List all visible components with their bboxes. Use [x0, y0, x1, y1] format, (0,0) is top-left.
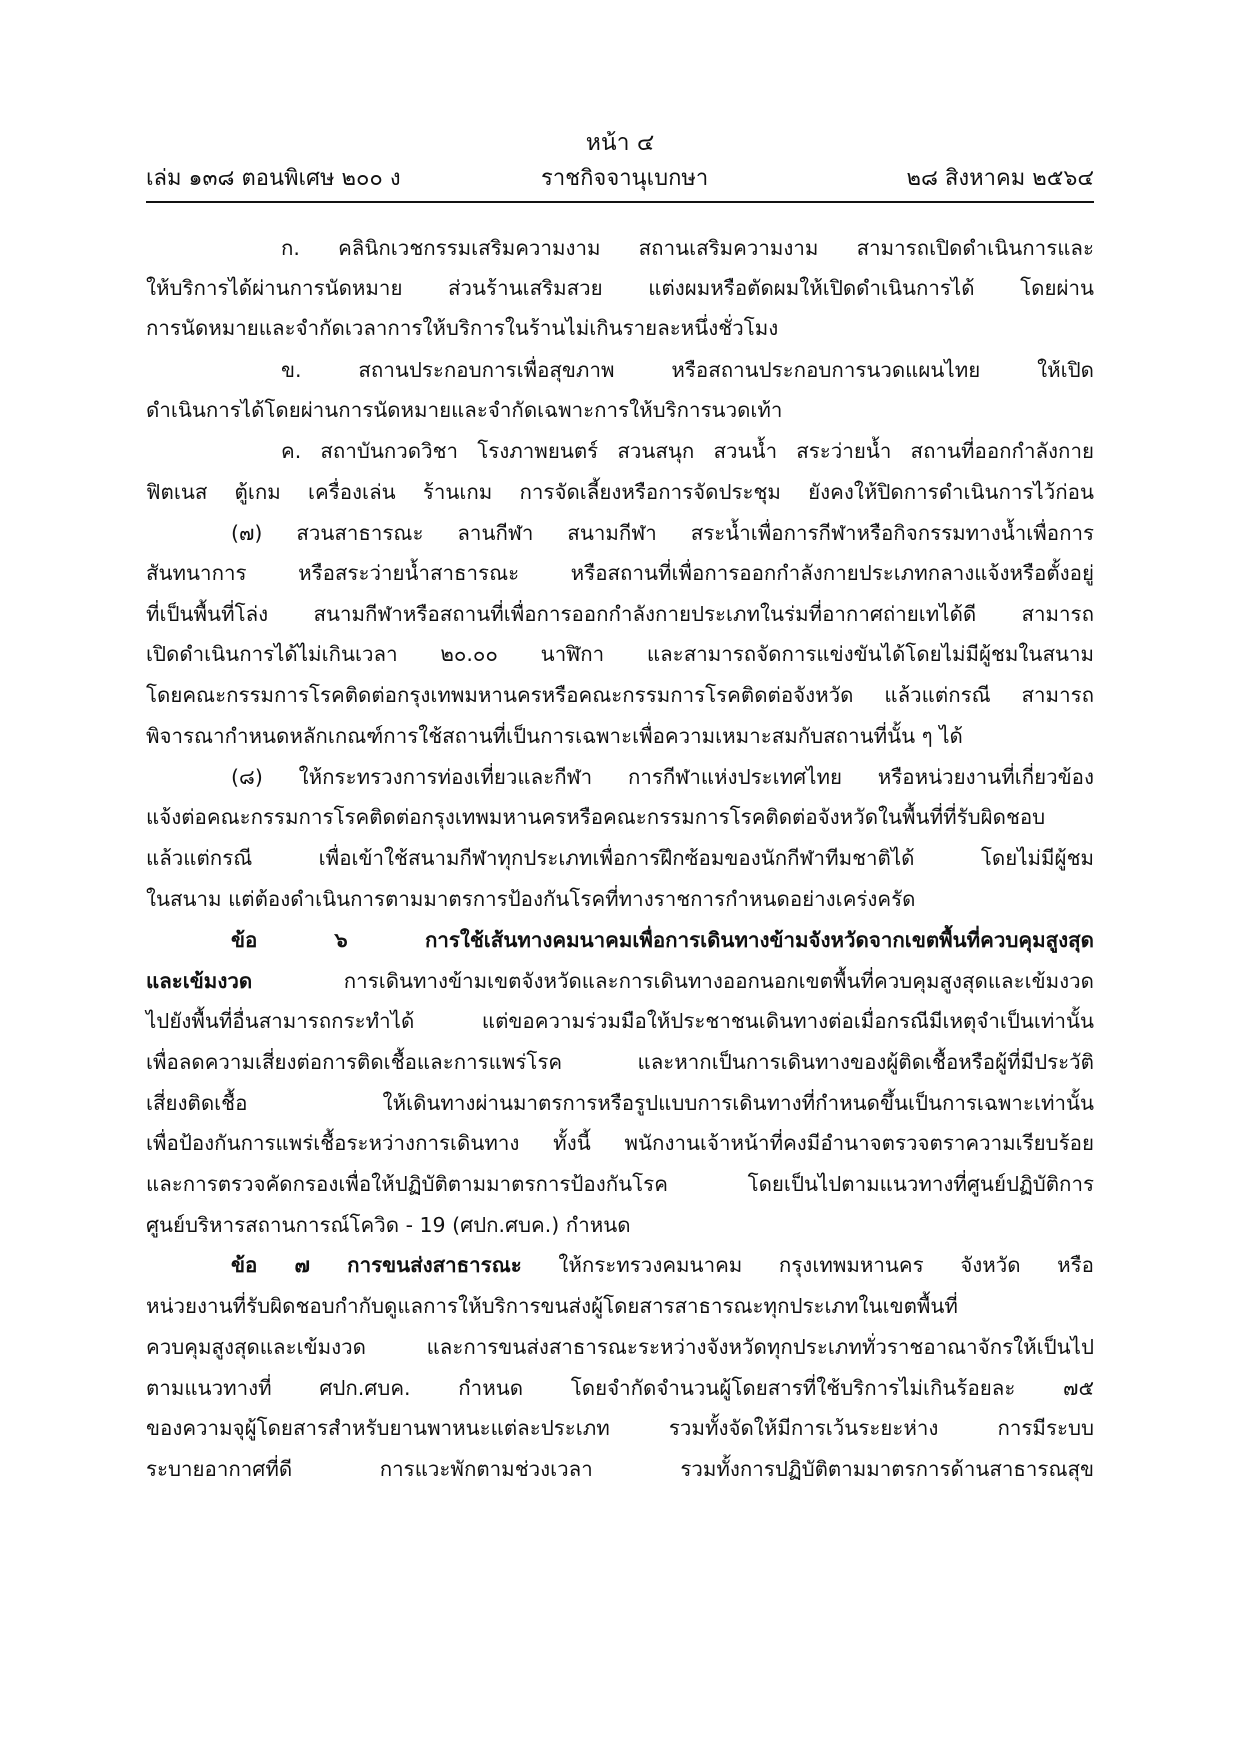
text-line: พิจารณากำหนดหลักเกณฑ์การใช้สถานที่เป็นการเฉพาะเพื่อความเหมาะสมกับสถานที่นั้น ๆ ได้	[146, 724, 963, 748]
text-line: ค. สถาบันกวดวิชา โรงภาพยนตร์ สวนสนุก สวนน้ำ สระว่ายน้ำ สถานที่ออกกำลังกาย	[281, 439, 1094, 463]
text-span: ให้กระทรวงคมนาคม กรุงเทพมหานคร จังหวัด หรือ	[521, 1253, 1094, 1277]
text-line: แล้วแต่กรณี เพื่อเข้าใช้สนามกีฬาทุกประเภทเพื่อการฝึกซ้อมของนักกีฬาทีมชาติได้ โดยไม่มีผู้ชม	[146, 846, 1094, 870]
text-line: ตามแนวทางที่ ศปก.ศบค. กำหนด โดยจำกัดจำนวนผู้โดยสารที่ใช้บริการไม่เกินร้อยละ ๗๕	[146, 1376, 1094, 1400]
text-line: ก. คลินิกเวชกรรมเสริมความงาม สถานเสริมความงาม สามารถเปิดดำเนินการและ	[281, 236, 1094, 260]
header-rule	[146, 201, 1094, 203]
text-line: เสี่ยงติดเชื้อ ให้เดินทางผ่านมาตรการหรือรูปแบบการเดินทางที่กำหนดขึ้นเป็นการเฉพาะเท่านั้น	[146, 1091, 1094, 1115]
text-line: แจ้งต่อคณะกรรมการโรคติดต่อกรุงเทพมหานครหรือคณะกรรมการโรคติดต่อจังหวัดในพื้นที่ที่รับผิดชอบ	[146, 805, 1046, 829]
text-line: ควบคุมสูงสุดและเข้มงวด และการขนส่งสาธารณะระหว่างจังหวัดทุกประเภททั่วราชอาณาจักรให้เป็นไป	[146, 1335, 1094, 1359]
text-line: โดยคณะกรรมการโรคติดต่อกรุงเทพมหานครหรือคณะกรรมการโรคติดต่อจังหวัด แล้วแต่กรณี สามารถ	[146, 683, 1094, 707]
text-line: และการตรวจคัดกรองเพื่อให้ปฏิบัติตามมาตรการป้องกันโรค โดยเป็นไปตามแนวทางที่ศูนย์ปฏิบัติการ	[146, 1172, 1094, 1196]
text-line: เพื่อป้องกันการแพร่เชื้อระหว่างการเดินทาง ทั้งนี้ พนักงานเจ้าหน้าที่คงมีอำนาจตรวจตราความเรียบร้อย	[146, 1131, 1094, 1155]
text-line: (๘) ให้กระทรวงการท่องเที่ยวและกีฬา การกีฬาแห่งประเทศไทย หรือหน่วยงานที่เกี่ยวข้อง	[231, 765, 1094, 789]
text-line: เปิดดำเนินการได้ไม่เกินเวลา ๒๐.๐๐ นาฬิกา และสามารถจัดการแข่งขันได้โดยไม่มีผู้ชมในสนาม	[146, 642, 1094, 666]
text-line	[231, 1245, 1094, 1285]
text-line: ของความจุผู้โดยสารสำหรับยานพาหนะแต่ละประเภท รวมทั้งจัดให้มีการเว้นระยะห่าง การมีระบบ	[146, 1416, 1094, 1440]
text-line: ในสนาม แต่ต้องดำเนินการตามมาตรการป้องกันโรคที่ทางราชการกำหนดอย่างเคร่งครัด	[146, 887, 916, 911]
text-line: เพื่อลดความเสี่ยงต่อการติดเชื้อและการแพร่โรค และหากเป็นการเดินทางของผู้ติดเชื้อหรือผู้ที่มีประวัติ	[146, 1050, 1094, 1074]
section-6-heading-cont: และเข้มงวด	[146, 969, 253, 993]
text-line: (๗) สวนสาธารณะ ลานกีฬา สนามกีฬา สระน้ำเพื่อการกีฬาหรือกิจกรรมทางน้ำเพื่อการ	[231, 521, 1094, 545]
section-7-heading: ข้อ ๗ การขนส่งสาธารณะ	[231, 1253, 522, 1277]
text-line: ที่เป็นพื้นที่โล่ง สนามกีฬาหรือสถานที่เพื่อการออกกำลังกายประเภทในร่มที่อากาศถ่ายเทได้ดี สามารถ	[146, 602, 1094, 626]
text-line: ให้บริการได้ผ่านการนัดหมาย ส่วนร้านเสริมสวย แต่งผมหรือตัดผมให้เปิดดำเนินการได้ โดยผ่าน	[146, 276, 1094, 300]
text-line: ข. สถานประกอบการเพื่อสุขภาพ หรือสถานประกอบการนวดแผนไทย ให้เปิด	[281, 358, 1094, 382]
publication-title: ราชกิจจานุเบกษา	[541, 166, 709, 191]
page-number: หน้า ๔	[585, 130, 655, 156]
text-line: การนัดหมายและจำกัดเวลาการให้บริการในร้านไม่เกินรายละหนึ่งชั่วโมง	[146, 316, 779, 340]
volume-issue: เล่ม ๑๓๘ ตอนพิเศษ ๒๐๐ ง	[146, 166, 401, 191]
text-line: ดำเนินการได้โดยผ่านการนัดหมายและจำกัดเฉพาะการให้บริการนวดเท้า	[146, 398, 783, 422]
text-line: ศูนย์บริหารสถานการณ์โควิด - 19 (ศปก.ศบค.) กำหนด	[146, 1213, 631, 1237]
text-line: ฟิตเนส ตู้เกม เครื่องเล่น ร้านเกม การจัดเลี้ยงหรือการจัดประชุม ยังคงให้ปิดการดำเนินการไว้ก่อน	[146, 480, 1094, 504]
text-line: ไปยังพื้นที่อื่นสามารถกระทำได้ แต่ขอความร่วมมือให้ประชาชนเดินทางต่อเมื่อกรณีมีเหตุจำเป็นเท่านั้น	[146, 1009, 1094, 1033]
text-span: การเดินทางข้ามเขตจังหวัดและการเดินทางออกนอกเขตพื้นที่ควบคุมสูงสุดและเข้มงวด	[252, 969, 1094, 993]
text-line: หน่วยงานที่รับผิดชอบกำกับดูแลการให้บริการขนส่งผู้โดยสารสาธารณะทุกประเภทในเขตพื้นที่	[146, 1294, 958, 1318]
text-line: สันทนาการ หรือสระว่ายน้ำสาธารณะ หรือสถานที่เพื่อการออกกำลังกายประเภทกลางแจ้งหรือตั้งอยู่	[146, 561, 1094, 585]
text-line	[146, 961, 1094, 1001]
publication-date: ๒๘ สิงหาคม ๒๕๖๔	[906, 166, 1094, 191]
text-line: ระบายอากาศที่ดี การแวะพักตามช่วงเวลา รวมทั้งการปฏิบัติตามมาตรการด้านสาธารณสุข	[146, 1457, 1094, 1481]
section-6-heading: ข้อ ๖ การใช้เส้นทางคมนาคมเพื่อการเดินทางข้ามจังหวัดจากเขตพื้นที่ควบคุมสูงสุด	[231, 928, 1094, 952]
